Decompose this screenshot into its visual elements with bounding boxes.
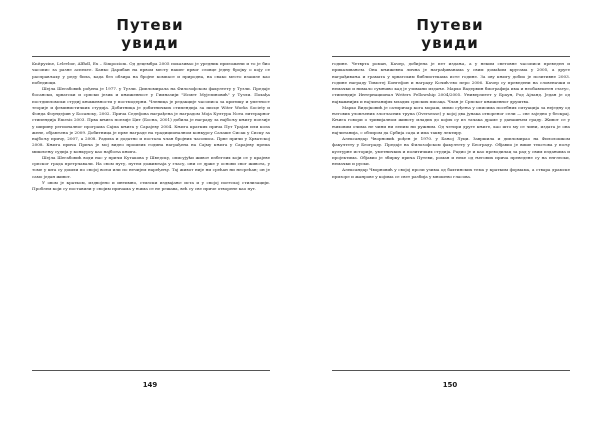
running-header-subtitle: увиди [421,34,479,52]
footer-rule [32,370,270,371]
header-rule [332,56,570,57]
paragraph: Шејла Шегабовић води нас у причи Кутакова у Шведску, описујући живот избеглих који се у крајеве српског града претрчавали. На свом путу, путем доживљаја у гласу, они се држе у основи свог живота, у томе у шта су дошли по својој вољи или по нечијем наређењу. Тај живот није ни срећан ни несрећан; он је само један живот. [32,154,270,179]
running-header-title: Путеви [116,16,184,34]
running-header-subtitle: увиди [121,34,179,52]
paragraph: године. Четврта роман, Качер, добијена је пет издања, а у неким световне часописи преведен и приказивањем. Она књижевна лична је награђиванама у свим домаћим кругама у 2005, а друге награђивања и грамата у хрватским библиотекама исте године. За ову књигу добио је позитивне 2003. године награду Тимотеј Бонгефон и награду Кочић-ево перо 2006. Качер су преведени на словеначки и немачки и нимало сумњиво кад је узимани издање. Марко Вадервин биографија има и необавештен статус, стипендије Интернационал Writers Fellowship 2004/2005. Универзитет у Браун, Род Ајланд. Један је од најважнијих и најчитанијих младих српских писаца. Члан је Српског књижевног друштва. [332,61,570,104]
paragraph: У овом је кратком, издвојено и интимно, стилски издвајање иста и у својој поетској стилизацији. Проблем који су поставили у својим причама у њима се не решава, већ су све приче отворене као пут. [32,179,270,191]
running-header-title: Путеви [416,16,484,34]
paragraph: Марко Видојковић је сатиричар кога мораш, мимо суђења у описима посебних ситуација за неједну од његових уловљених злогласних трупа (Oversense) у којој два јунака отвореног сели — све заједно у бескрај. Књига говори о тривијалном животу младих до којих су из тачака драме у данашњем граду. Живот се у њиховим очима не чини ни лепим ни ружним. Од четири друге књиге, као што му се чини, издата је она најчитанија, с обзиром да Србија сада и има такву лектиру. [332,104,570,135]
right-page-body [332,61,570,365]
paragraph: Knitpyzine, Lvlevbor, Alfhdl, Ex – Simpoziom. Од децембра 2005 показивао је уредник приложени и то је био часопис за разне аспекте. Банко Дарибан на првом месту нашег првог словце једну бројку о коју се расправљаху у реду била, када без обзира на бројне компасе и природна, на свако место изашле као победиоци. [32,61,270,85]
header-rule [32,56,270,57]
left-page-body [32,61,270,365]
paragraph: Александар Чворновић рођен је 1970. у Бањој Луци. Завршила и дипломирао на Филолошком факултету у Београду. Предаје на Филозофском факултету у Београду. Објавио је више текстова у пољу културне историје, уметничких и политичких студија. Радио је и као преводилац за рад у свим издањима и пројектима. Објавио је збирку прича Путеви, роман и неке од његових прича преведене су на енглески, немачки и руски. [332,136,570,166]
paragraph: Александар Чворновић у својој прози узима од бахтинских тема у кратким формама, а ствара драмске призоре и жанрове у којима се свет разбија у мноштво гласова. [332,167,570,179]
page-number: 150 [442,381,458,389]
right-page [300,0,600,424]
page-number: 149 [142,381,158,389]
paragraph: Шејла Шегабовић рођена је 1977. у Тузли. Дипломирала на Филозофском факултету у Тузли. Предаје босански, хрватски и српски језик и књижевност у Гимназији "Исмет Мујезиновић" у Тузли. Похађа постдипломски студиј књижевности у постмодерни. Членица је редакције часописа за критику и уметност теорије и феминистичких студија. Добитница је добитничких стипендија за писце Witer Works Society и Фонда Фоундејшн у Босанску, 2002. Прича Седефова награђена је наградом Моја Култура Nova литерарног стипендија Emesis 2003. Прва књига поезије Цит (Босна, 2001) добила је награду за најбољу књигу поезије у ширину регионалног програма Сајма књига у Сарајеву 2004. Књига кратких прича Пут Трајан или кола жене, објављена је 2009. Добитница је прве награде на традиционалном конкурсу Салаше Сисак у Сиску за најбољу причу, 2007, а 2008. Радила и додатно и постала члан бројних часописа. Прве причи у Хрватској 2008. Књига прича Прича је мој видео прошлих година награђена на Сајму књига у Сарајеву према мишљењу судија у конкурсу као најбоља књига. [32,86,270,154]
footer-rule [332,370,570,371]
